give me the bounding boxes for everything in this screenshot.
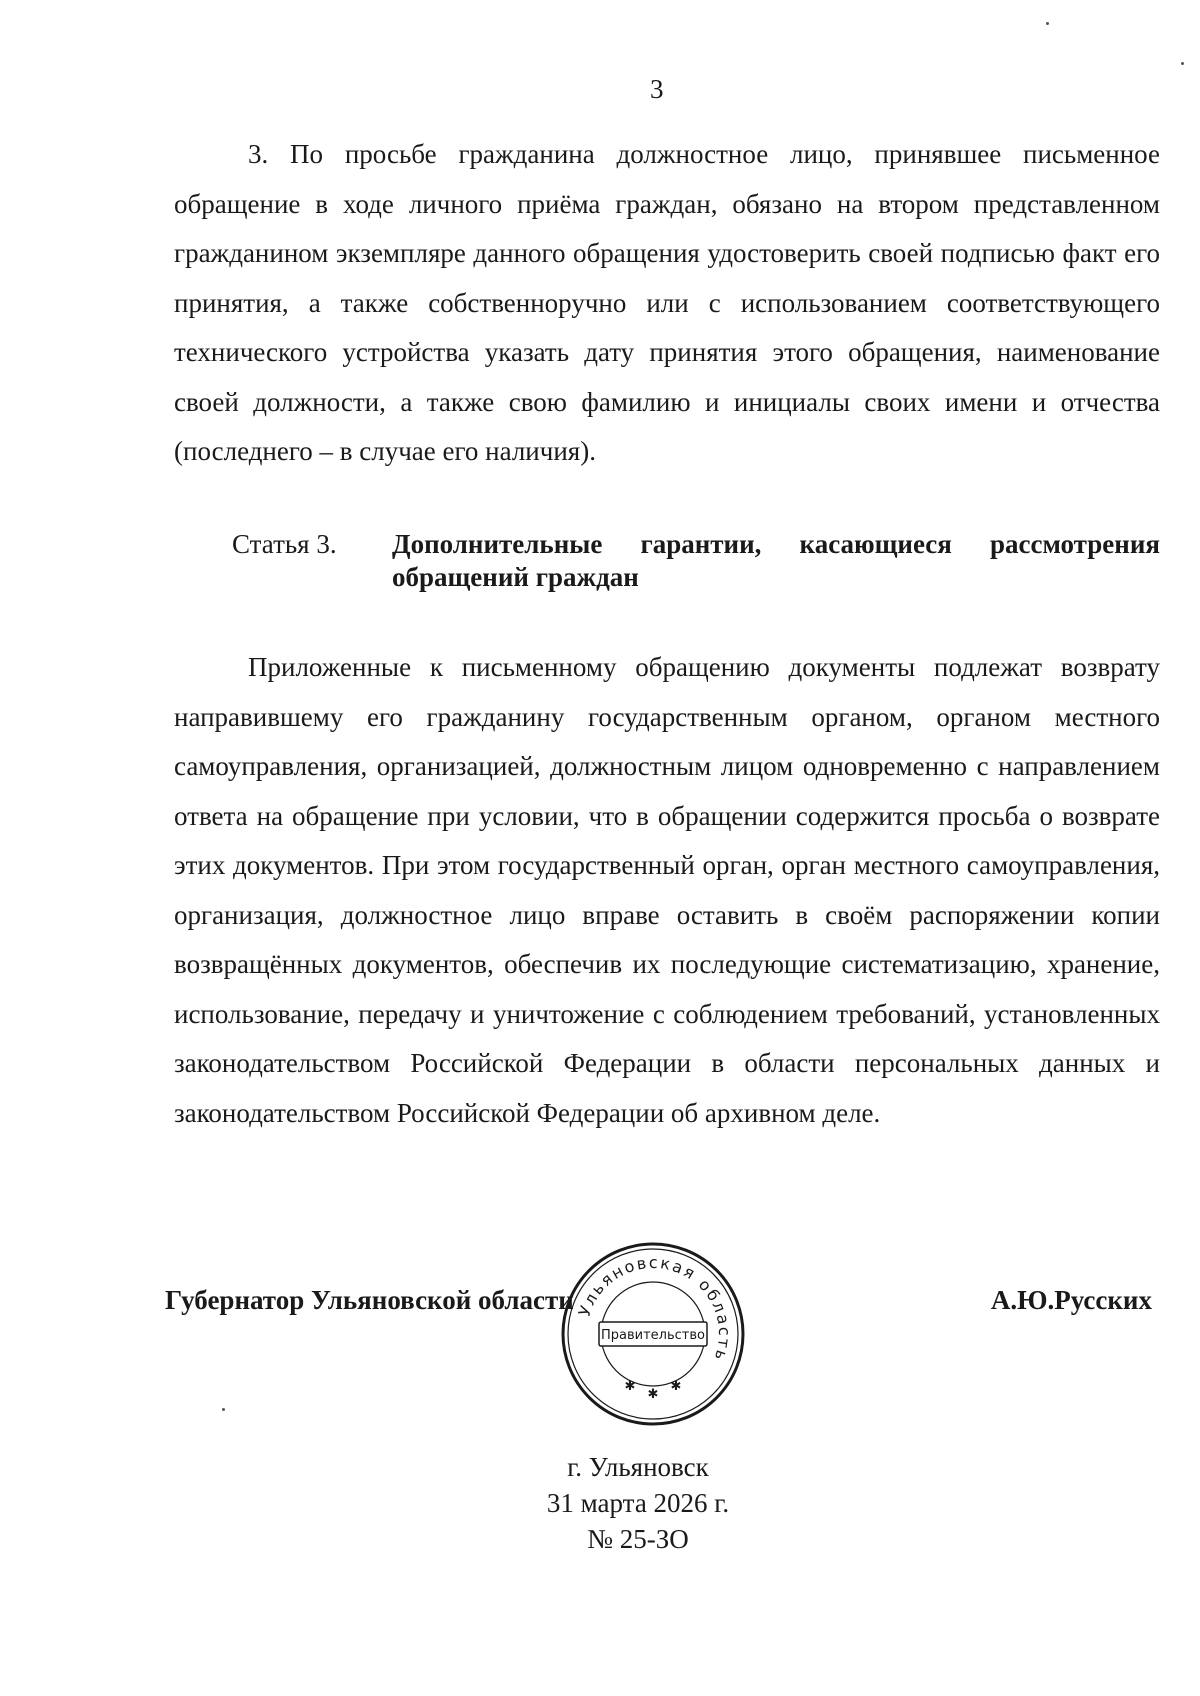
scan-speck bbox=[222, 1408, 225, 1411]
paragraph-article-3: Приложенные к письменному обращению документы подлежат возврату направившему его гражданину государственным органом, органом местного самоуправления, организацией, должностным лицом одновременно с направлением ответа на обращение при условии, что в обращении содержится просьба о возврате этих документов. При этом государственный орган, орган местного самоуправления, организация, должностное лицо вправе оставить в своём распоряжении копии возвращённых документов, обеспечив их последующие систематизацию, хранение, использование, передачу и уничтожение с соблюдением требований, установленных законодательством Российской Федерации в области персональных данных и законодательством Российской Федерации об архивном деле. bbox=[174, 652, 1160, 1128]
document-footer bbox=[528, 1449, 748, 1557]
official-seal-stamp bbox=[559, 1240, 747, 1428]
signatory-name: А.Ю.Русских bbox=[990, 1285, 1152, 1315]
signatory-title: Губернатор Ульяновской области bbox=[165, 1285, 574, 1315]
seal-center-text: Правительство bbox=[601, 1328, 705, 1343]
footer-city: г. Ульяновск bbox=[567, 1452, 709, 1482]
article-label: Статья 3. bbox=[232, 529, 337, 559]
page-number: 3 bbox=[650, 74, 664, 104]
article-title: Дополнительные гарантии, касающиеся рассмотрения обращений граждан bbox=[392, 529, 1160, 592]
footer-number: № 25-ЗО bbox=[587, 1524, 689, 1554]
paragraph-clause-3: 3. По просьбе гражданина должностное лицо, принявшее письменное обращение в ходе личного приёма граждан, обязано на втором представленном гражданином экземпляре данного обращения удостоверить своей подписью факт его принятия, а также собственноручно или с использованием соответствующего технического устройства указать дату принятия этого обращения, наименование своей должности, а также свою фамилию и инициалы своих имени и отчества (последнего – в случае его наличия). bbox=[174, 139, 1160, 466]
footer-date: 31 марта 2026 г. bbox=[546, 1488, 730, 1518]
seal-star-icon: ✱ bbox=[670, 1378, 682, 1393]
scan-speck bbox=[1181, 62, 1184, 65]
seal-star-icon: ✱ bbox=[624, 1378, 636, 1393]
seal-star-icon: ✱ bbox=[647, 1386, 659, 1401]
svg-text:Ульяновская область bbox=[575, 1253, 734, 1365]
scan-speck bbox=[1046, 22, 1049, 25]
seal-ring-text: Ульяновская область bbox=[574, 1252, 735, 1365]
